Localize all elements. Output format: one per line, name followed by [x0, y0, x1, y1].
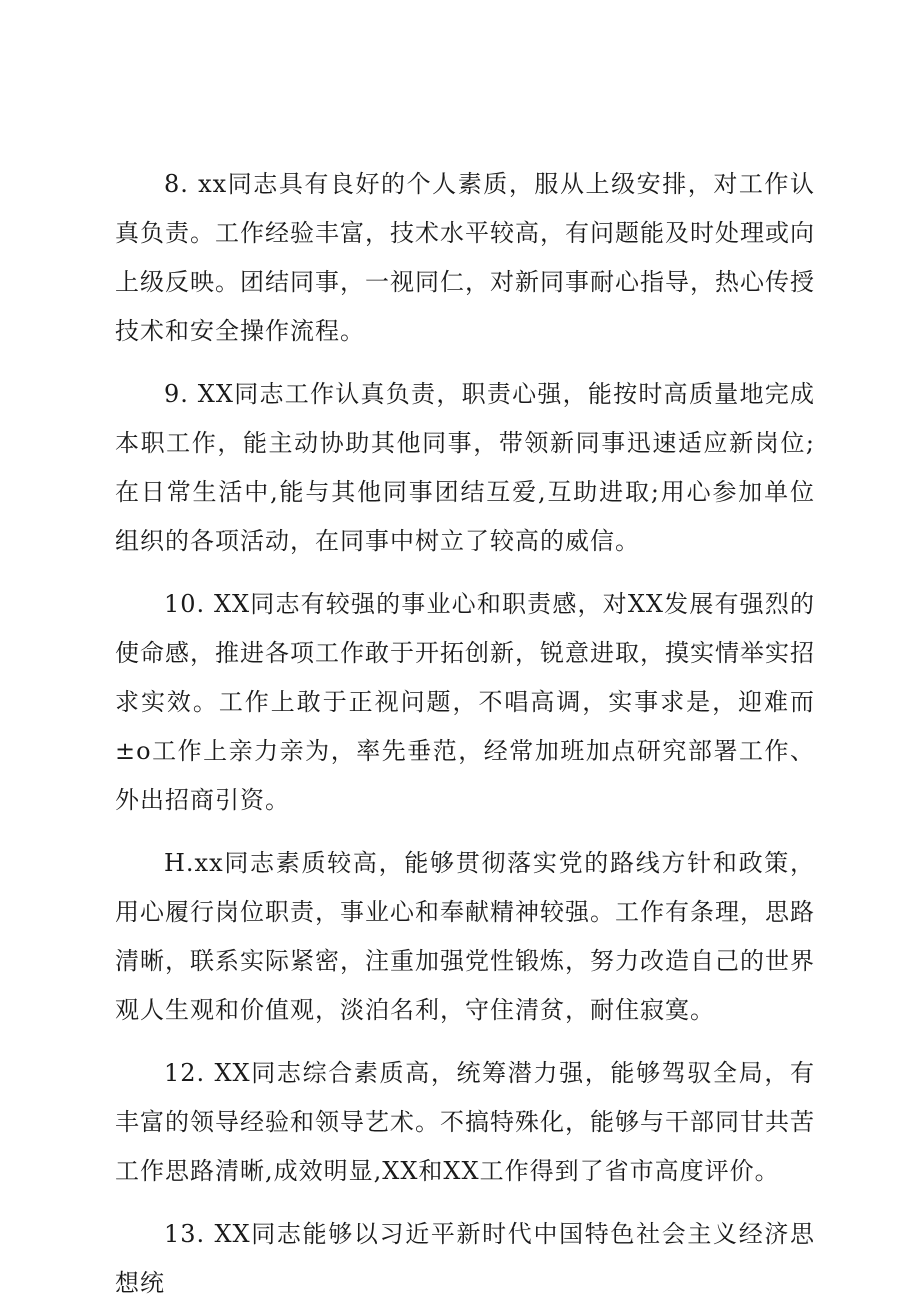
paragraph-10: 10. XX同志有较强的事业心和职责感，对XX发展有强烈的使命感，推进各项工作敢于开拓创新，锐意进取，摸实情举实招求实效。工作上敢于正视问题，不唱高调，实事求是，迎难而±o工作上亲力亲为，率先垂范，经常加班加点研究部署工作、外出招商引资。 — [115, 590, 815, 814]
paragraph-9: 9. XX同志工作认真负责，职责心强，能按时高质量地完成本职工作，能主动协助其他同事，带领新同事迅速适应新岗位;在日常生活中,能与其他同事团结互爱,互助进取;用心参加单位组织的各项活动，在同事中树立了较高的威信。 — [115, 380, 815, 555]
paragraph-11: H.xx同志素质较高，能够贯彻落实党的路线方针和政策，用心履行岗位职责，事业心和奉献精神较强。工作有条理，思路清晰，联系实际紧密，注重加强党性锻炼，努力改造自己的世界观人生观和价值观，淡泊名利，守住清贫，耐住寂寞。 — [115, 849, 815, 1024]
paragraph-13: 13. XX同志能够以习近平新时代中国特色社会主义经济思想统 — [115, 1220, 815, 1297]
document-body — [115, 160, 815, 1308]
paragraph-8: 8. xx同志具有良好的个人素质，服从上级安排，对工作认真负责。工作经验丰富，技术水平较高，有问题能及时处理或向上级反映。团结同事，一视同仁，对新同事耐心指导，热心传授技术和安全操作流程。 — [115, 170, 815, 345]
paragraph-12: 12. XX同志综合素质高，统筹潜力强，能够驾驭全局，有丰富的领导经验和领导艺术。不搞特殊化，能够与干部同甘共苦工作思路清晰,成效明显,XX和XX工作得到了省市高度评价。 — [115, 1059, 815, 1185]
